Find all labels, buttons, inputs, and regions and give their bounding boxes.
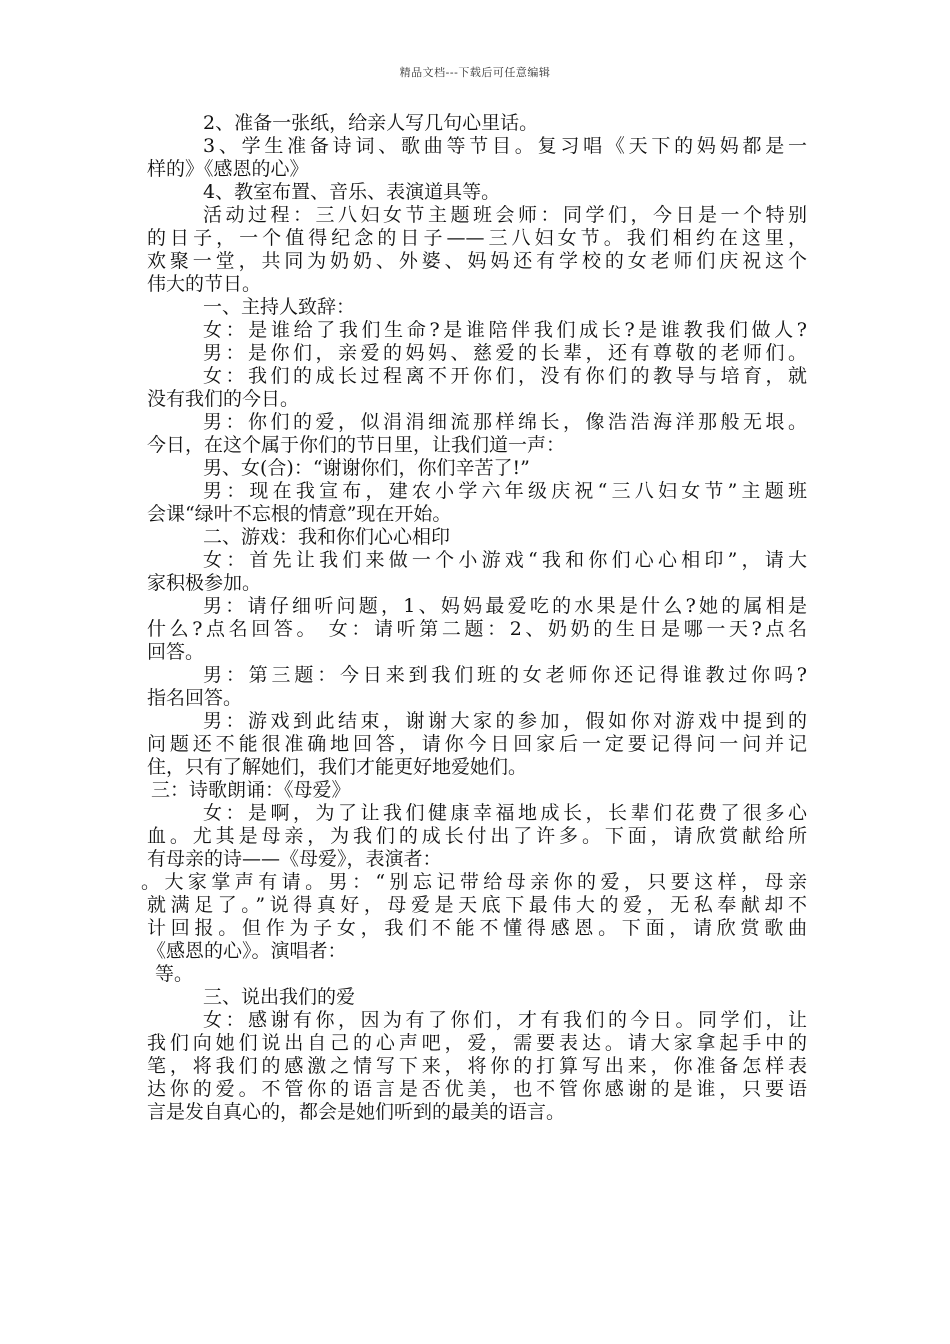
text-line: 言是发自真心的，都会是她们听到的最美的语言。 — [147, 1101, 566, 1123]
document-body — [141, 112, 807, 1124]
text-line: 计回报。但作为子女，我们不能不懂得感恩。下面，请欣赏歌曲 — [147, 917, 807, 939]
text-line: 女：是谁给了我们生命?是谁陪伴我们成长?是谁教我们做人? — [203, 319, 807, 341]
text-line: 欢聚一堂，共同为奶奶、外婆、妈妈还有学校的女老师们庆祝这个 — [147, 250, 807, 272]
text-line: 男：是你们，亲爱的妈妈、慈爱的长辈，还有尊敬的老师们。 — [203, 342, 807, 364]
text-line: 活动过程：三八妇女节主题班会师：同学们，今日是一个特别 — [203, 204, 807, 226]
text-line: 4、教室布置、音乐、表演道具等。 — [203, 181, 501, 203]
page-header: 精品文档---下载后可任意编辑 — [399, 66, 551, 79]
text-line: 回答。 — [147, 641, 205, 663]
text-line: 2、准备一张纸，给亲人写几句心里话。 — [203, 112, 539, 134]
text-line: 会课“绿叶不忘根的情意”现在开始。 — [147, 503, 452, 525]
text-line: 《感恩的心》。演唱者： — [147, 940, 347, 962]
text-line: 3、学生准备诗词、歌曲等节目。复习唱《天下的妈妈都是一 — [203, 135, 807, 157]
text-line: 有母亲的诗——《母爱》，表演者： — [147, 848, 442, 870]
text-line: 一、主持人致辞： — [203, 296, 356, 318]
text-line: 二、游戏：我和你们心心相印 — [203, 526, 451, 548]
text-line: 男：游戏到此结束，谢谢大家的参加，假如你对游戏中提到的 — [203, 710, 807, 732]
text-line: 家积极参加。 — [147, 572, 262, 594]
text-line: 什么?点名回答。 女：请听第二题：2、奶奶的生日是哪一天?点名 — [147, 618, 807, 640]
text-line: 男：你们的爱，似涓涓细流那样绵长，像浩浩海洋那般无垠。 — [203, 411, 807, 433]
text-line: 血。尤其是母亲，为我们的成长付出了许多。下面，请欣赏献给所 — [147, 825, 807, 847]
text-line: 男：现在我宣布，建农小学六年级庆祝“三八妇女节”主题班 — [203, 480, 807, 502]
text-line: 三、说出我们的爱 — [203, 986, 356, 1008]
text-line: 男：第三题：今日来到我们班的女老师你还记得谁教过你吗? — [203, 664, 807, 686]
text-line: 今日，在这个属于你们的节日里，让我们道一声： — [147, 434, 566, 456]
text-line: 伟大的节日。 — [147, 273, 262, 295]
text-line: 住，只有了解她们，我们才能更好地爱她们。 — [147, 756, 528, 778]
text-line: 男、女(合)：“谢谢你们，你们辛苦了!” — [203, 457, 530, 479]
text-line: 。大家掌声有请。男：“别忘记带给母亲你的爱，只要这样，母亲 — [141, 871, 807, 893]
text-line: 女：感谢有你，因为有了你们，才有我们的今日。同学们，让 — [203, 1009, 807, 1031]
text-line: 的日子，一个值得纪念的日子——三八妇女节。我们相约在这里， — [147, 227, 807, 249]
text-line: 就满足了。”说得真好，母爱是天底下最伟大的爱，无私奉献却不 — [147, 894, 807, 916]
text-line: 我们向她们说出自己的心声吧，爱，需要表达。请大家拿起手中的 — [147, 1032, 807, 1054]
text-line: 样的》《感恩的心》 — [147, 158, 309, 180]
text-line: 没有我们的今日。 — [147, 388, 300, 410]
text-line: 三：诗歌朗诵：《母爱》 — [151, 779, 351, 801]
text-line: 问题还不能很准确地回答，请你今日回家后一定要记得问一问并记 — [147, 733, 807, 755]
text-line: 女：首先让我们来做一个小游戏“我和你们心心相印”，请大 — [203, 549, 807, 571]
text-line: 男：请仔细听问题，1、妈妈最爱吃的水果是什么?她的属相是 — [203, 595, 807, 617]
text-line: 等。 — [155, 963, 194, 985]
text-line: 女：是啊，为了让我们健康幸福地成长，长辈们花费了很多心 — [203, 802, 807, 824]
text-line: 指名回答。 — [147, 687, 243, 709]
text-line: 达你的爱。不管你的语言是否优美，也不管你感谢的是谁，只要语 — [147, 1078, 807, 1100]
text-line: 笔，将我们的感激之情写下来，将你的打算写出来，你准备怎样表 — [147, 1055, 807, 1077]
text-line: 女：我们的成长过程离不开你们，没有你们的教导与培育，就 — [203, 365, 807, 387]
